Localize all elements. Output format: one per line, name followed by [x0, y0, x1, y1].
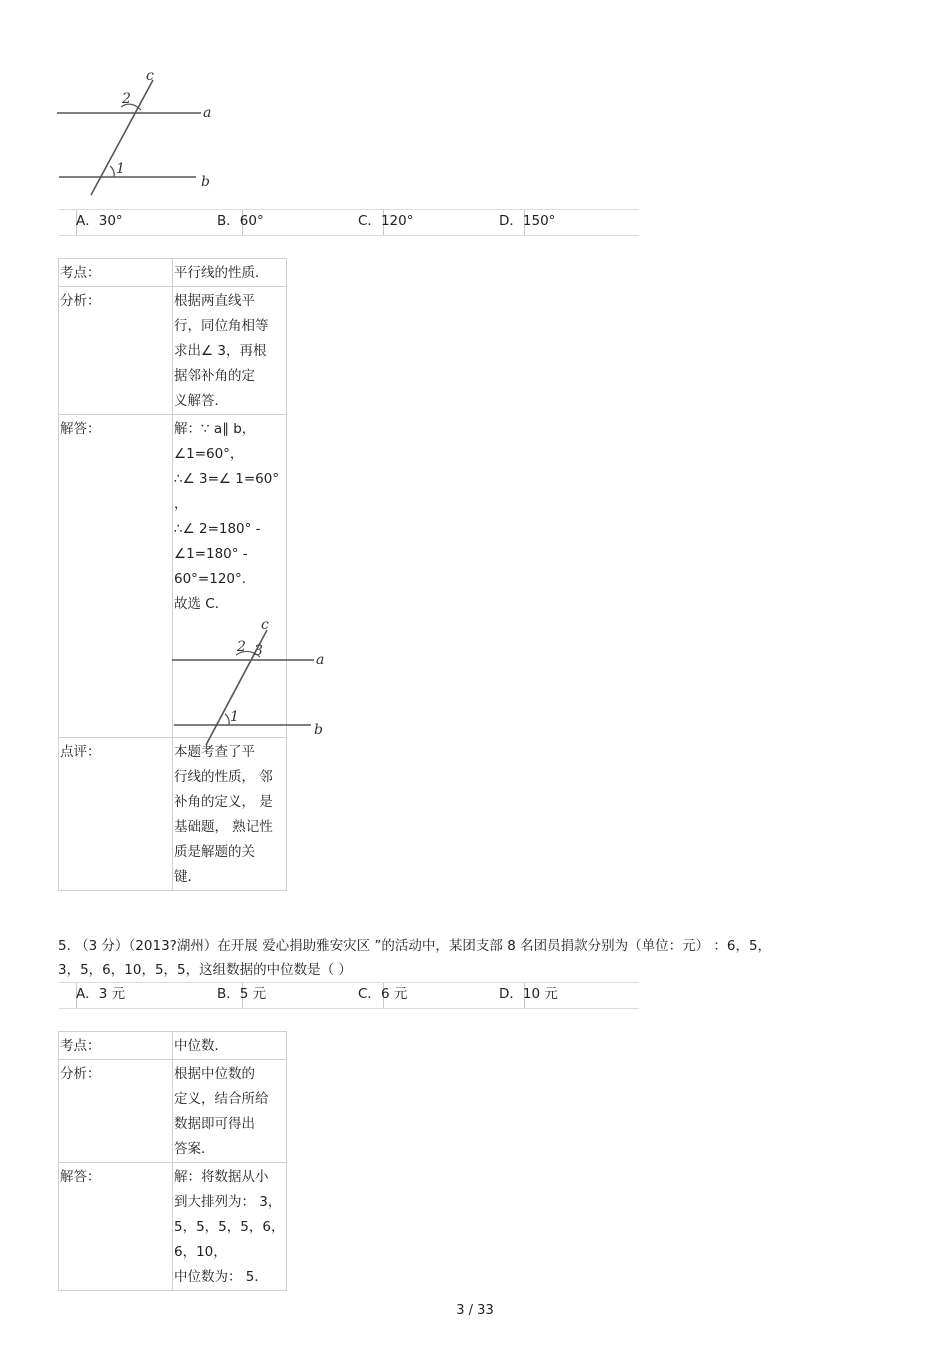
dianping-line: 本题考查了平 [174, 744, 255, 760]
dianping-row [59, 738, 287, 891]
jieda-label: 解答： [59, 1163, 173, 1291]
kaodian-row [59, 259, 287, 287]
fenxi-row [59, 1060, 287, 1163]
jieda-label: 解答： [59, 415, 173, 738]
q4-parallel-lines-figure [55, 66, 225, 200]
jieda-line: 5，5，5，5，6， [174, 1219, 285, 1235]
dianping-label: 点评： [59, 738, 173, 891]
q4-option-d[interactable]: D．150° [499, 213, 556, 229]
q5-option-b[interactable]: B．5 元 [217, 986, 267, 1002]
jieda-line: ∴∠ 3=∠ 1=60° [174, 471, 280, 487]
fenxi-label: 分析： [59, 287, 173, 415]
jieda-line: 解：∵ a∥ b， [174, 421, 256, 437]
fenxi-line: 定义，结合所给 [174, 1091, 269, 1107]
answer-parallel-lines-figure [172, 613, 337, 748]
label-a: a [203, 105, 212, 121]
jieda-line: 故选 C． [174, 596, 229, 612]
jieda-line: ∠1=180° - [174, 546, 248, 562]
kaodian-label: 考点： [59, 259, 173, 287]
dianping-line: 质是解题的关 [174, 844, 255, 860]
fenxi-line: 根据两直线平 [174, 293, 255, 309]
label-c: c [146, 68, 154, 84]
kaodian-value: 中位数． [173, 1032, 287, 1060]
jieda-line: ∴∠ 2=180° - [174, 521, 261, 537]
fenxi-line: 行，同位角相等 [174, 318, 269, 334]
label-angle1: 1 [116, 161, 125, 177]
q4-option-a[interactable]: A．30° [76, 213, 123, 229]
q5-analysis-table [58, 1031, 287, 1291]
jieda-line: ， [174, 496, 188, 512]
q4-analysis-table [58, 258, 287, 891]
jieda-line: ∠1=60°， [174, 446, 244, 462]
q5-stem-line-1: 5. （3 分）（2013?湖州）在开展 爱心捐助雅安灾区 ”的活动中，某团支部 8 名团员捐款分别为（单位：元） ：6，5， [58, 938, 772, 954]
jieda-line: 到大排列为： 3， [174, 1194, 282, 1210]
kaodian-label: 考点： [59, 1032, 173, 1060]
answer-label-b: b [314, 722, 323, 738]
fenxi-line: 数据即可得出 [174, 1116, 255, 1132]
dianping-line: 键． [174, 869, 201, 885]
fenxi-line: 据邻补角的定 [174, 368, 255, 384]
fenxi-line: 求出∠ 3，再根 [174, 343, 267, 359]
q5-option-d[interactable]: D．10 元 [499, 986, 558, 1002]
answer-label-angle3: 3 [254, 643, 263, 659]
answer-label-angle2: 2 [237, 639, 246, 655]
q4-options-row [59, 209, 639, 236]
fenxi-line: 答案． [174, 1141, 215, 1157]
jieda-line: 60°=120°． [174, 571, 256, 587]
answer-label-angle1: 1 [230, 709, 239, 725]
q5-option-c[interactable]: C．6 元 [358, 986, 408, 1002]
dianping-line: 基础题， 熟记性 [174, 819, 273, 835]
q5-options-row [59, 982, 639, 1009]
jieda-line: 解：将数据从小 [174, 1169, 269, 1185]
kaodian-row [59, 1032, 287, 1060]
jieda-line: 6，10， [174, 1244, 227, 1260]
fenxi-line: 根据中位数的 [174, 1066, 255, 1082]
fenxi-label: 分析： [59, 1060, 173, 1163]
jieda-row [59, 1163, 287, 1291]
q5-option-a[interactable]: A．3 元 [76, 986, 126, 1002]
q4-option-c[interactable]: C．120° [358, 213, 414, 229]
kaodian-value: 平行线的性质． [173, 259, 287, 287]
label-b: b [201, 174, 210, 190]
answer-label-a: a [316, 652, 325, 668]
jieda-line: 中位数为： 5． [174, 1269, 268, 1285]
fenxi-line: 义解答． [174, 393, 228, 409]
label-angle2: 2 [122, 91, 131, 107]
q4-option-b[interactable]: B．60° [217, 213, 264, 229]
page-number: 3 / 33 [456, 1303, 494, 1318]
dianping-line: 行线的性质， 邻 [174, 769, 273, 785]
answer-label-c: c [261, 617, 269, 633]
q5-stem-line-2: 3，5，6，10，5，5，这组数据的中位数是（ ） [58, 962, 352, 978]
dianping-line: 补角的定义， 是 [174, 794, 273, 810]
fenxi-row [59, 287, 287, 415]
